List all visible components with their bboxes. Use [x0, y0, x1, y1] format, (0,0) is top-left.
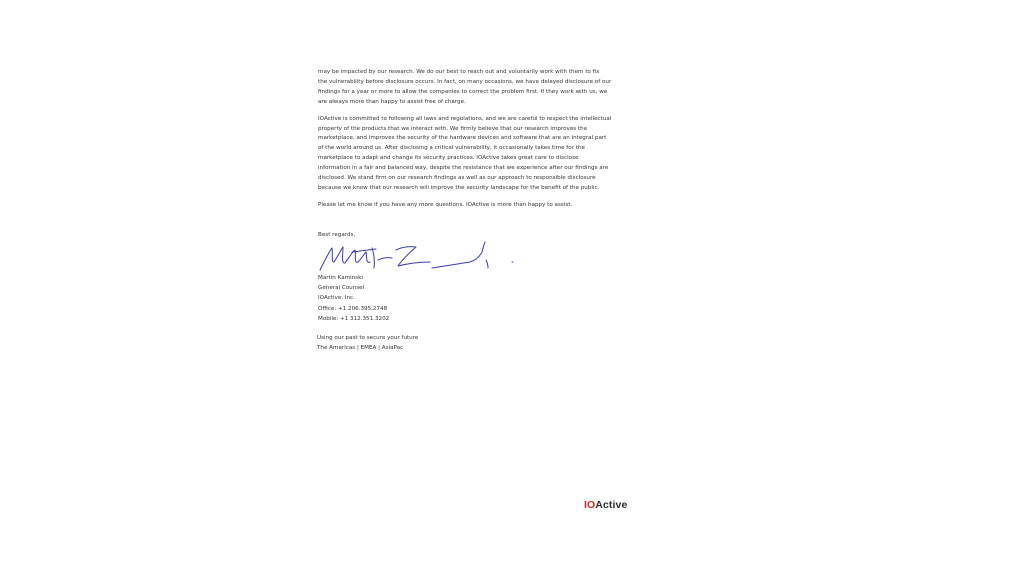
closing-salutation: Best regards, [318, 232, 356, 238]
text-line: marketplace to adapt and change its security practices. IOActive takes great care to disclose [318, 155, 579, 162]
text-line: the vulnerability before disclosure occurs. In fact, on many occasions, we have delayed disclosure of our [318, 78, 612, 85]
text-line: property of the products that we interact with. We firmly believe that our research improves the [318, 125, 588, 132]
ioactive-logo [584, 499, 627, 511]
signer-title: General Counsel [318, 285, 365, 292]
text-line: are always more than happy to assist free of charge. [318, 98, 466, 105]
paragraph-research-outreach [318, 68, 624, 108]
text-line: disclosed. We stand firm on our research findings as well as our approach to responsible disclosure [318, 175, 596, 182]
letter-body [318, 68, 624, 218]
signer-name: Martin Kaminski [318, 275, 363, 281]
tagline-regions: The Americas | EMEA | AsiaPac [317, 345, 404, 351]
text-line: findings for a year or more to allow the companies to correct the problem first. If they work with us, we [318, 88, 608, 95]
text-line: IOActive is committed to following all laws and regulations, and we are careful to respect the intellectual [318, 115, 612, 122]
text-line: marketplace, and improves the security of the hardware devices and software that are an integral part [318, 135, 607, 142]
text-line: because we know that our research will improve the security landscape for the benefit of the public. [318, 184, 600, 191]
signer-company: IOActive, Inc. [318, 295, 355, 302]
text-line: of the world around us. After disclosing a critical vulnerability, it occasionally takes time for the [318, 145, 585, 152]
text-line: may be impacted by our research. We do our best to reach out and voluntarily work with them to fix [318, 69, 600, 75]
logo-rest-text: Active [595, 499, 628, 511]
company-tagline [317, 333, 418, 353]
signature-block [318, 273, 389, 324]
mobile-phone: Mobile: +1 312.351.3202 [318, 315, 390, 322]
paragraph-legal-commitment [318, 115, 624, 194]
office-phone: Office: +1 206.395.2748 [318, 305, 388, 312]
text-line: information in a fair and balanced way, despite the resistance that we experience after our findings are [318, 165, 609, 172]
tagline-motto: Using our past to secure your future [317, 335, 419, 341]
text-line: Please let me know if you have any more questions. IOActive is more than happy to assist. [318, 201, 573, 208]
handwritten-signature [312, 238, 522, 276]
logo-accent-text: IO [584, 499, 596, 511]
paragraph-questions [318, 201, 624, 211]
